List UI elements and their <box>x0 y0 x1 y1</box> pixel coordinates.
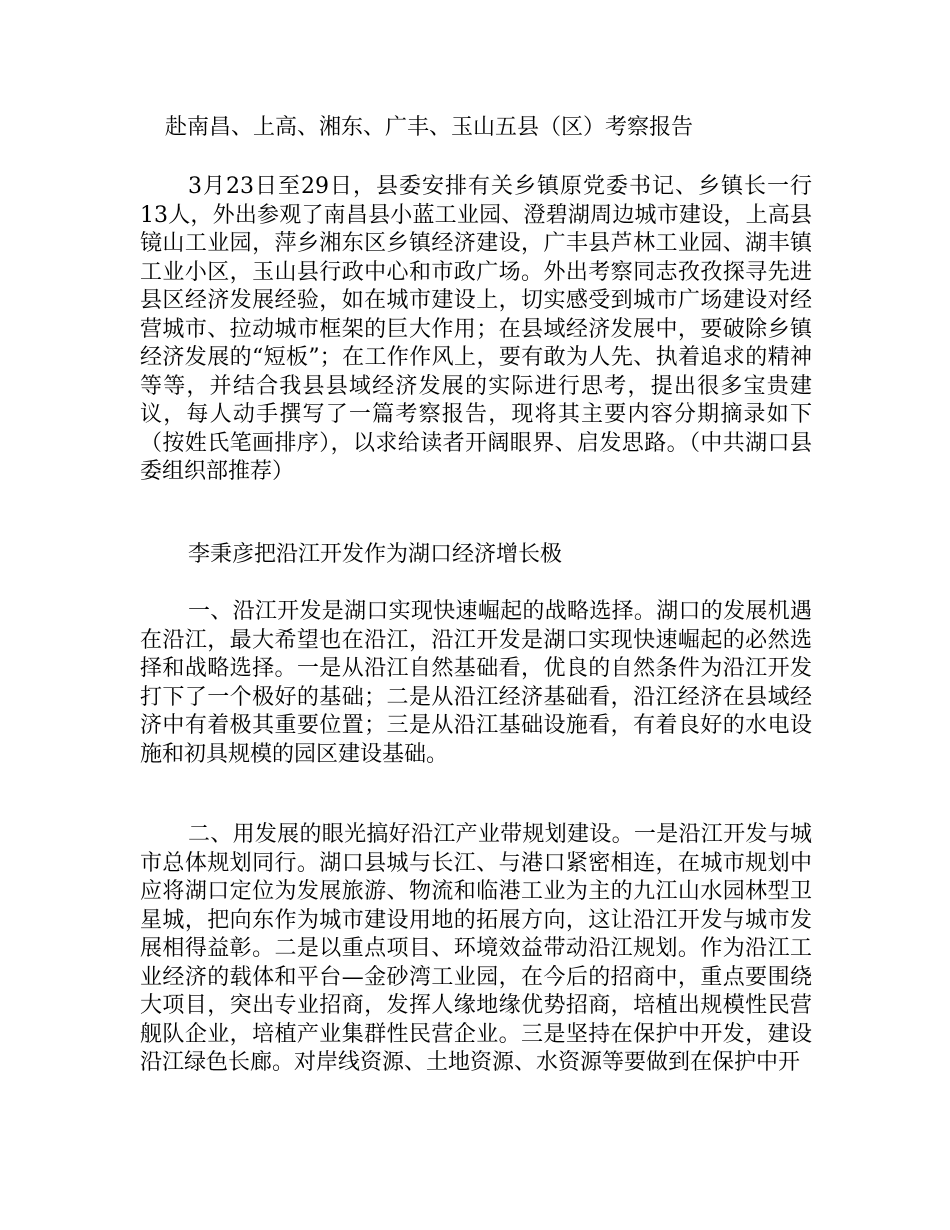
section-one-paragraph: 一、沿江开发是湖口实现快速崛起的战略选择。湖口的发展机遇在沿江，最大希望也在沿江，沿江开发是湖口实现快速崛起的必然选择和战略选择。一是从沿江自然基础看，优良的自然条件为沿江开发打下了一个极好的基础；二是从沿江经济基础看，沿江经济在县域经济中有着极其重要位置；三是从沿江基础设施看，有着良好的水电设施和初具规模的园区建设基础。 <box>140 599 812 767</box>
article-title: 李秉彦把沿江开发作为湖口经济增长极 <box>188 542 563 567</box>
intro-paragraph: 3月23日至29日，县委安排有关乡镇原党委书记、乡镇长一行13人，外出参观了南昌县小蓝工业园、澄碧湖周边城市建设，上高县镜山工业园，萍乡湘东区乡镇经济建设，广丰县芦林工业园、湖丰镇工业小区，玉山县行政中心和市政广场。外出考察同志孜孜探寻先进县区经济发展经验，如在城市建设上，切实感受到城市广场建设对经营城市、拉动城市框架的巨大作用；在县域经济发展中，要破除乡镇经济发展的“短板”；在工作作风上，要有敢为人先、执着追求的精神等等，并结合我县县域经济发展的实际进行思考，提出很多宝贵建议，每人动手撰写了一篇考察报告，现将其主要内容分期摘录如下（按姓氏笔画排序），以求给读者开阔眼界、启发思路。（中共湖口县委组织部推荐） <box>140 174 812 484</box>
section-two-paragraph: 二、用发展的眼光搞好沿江产业带规划建设。一是沿江开发与城市总体规划同行。湖口县城与长江、与港口紧密相连，在城市规划中应将湖口定位为发展旅游、物流和临港工业为主的九江山水园林型卫星城，把向东作为城市建设用地的拓展方向，这让沿江开发与城市发展相得益彰。二是以重点项目、环境效益带动沿江规划。作为沿江工业经济的载体和平台—金砂湾工业园，在今后的招商中，重点要围绕大项目，突出专业招商，发挥人缘地缘优势招商，培植出规模性民营舰队企业，培植产业集群性民营企业。三是坚持在保护中开发，建设沿江绿色长廊。对岸线资源、土地资源、水资源等要做到在保护中开 <box>140 822 812 1075</box>
document-title: 赴南昌、上高、湘东、广丰、玉山五县（区）考察报告 <box>165 115 694 140</box>
